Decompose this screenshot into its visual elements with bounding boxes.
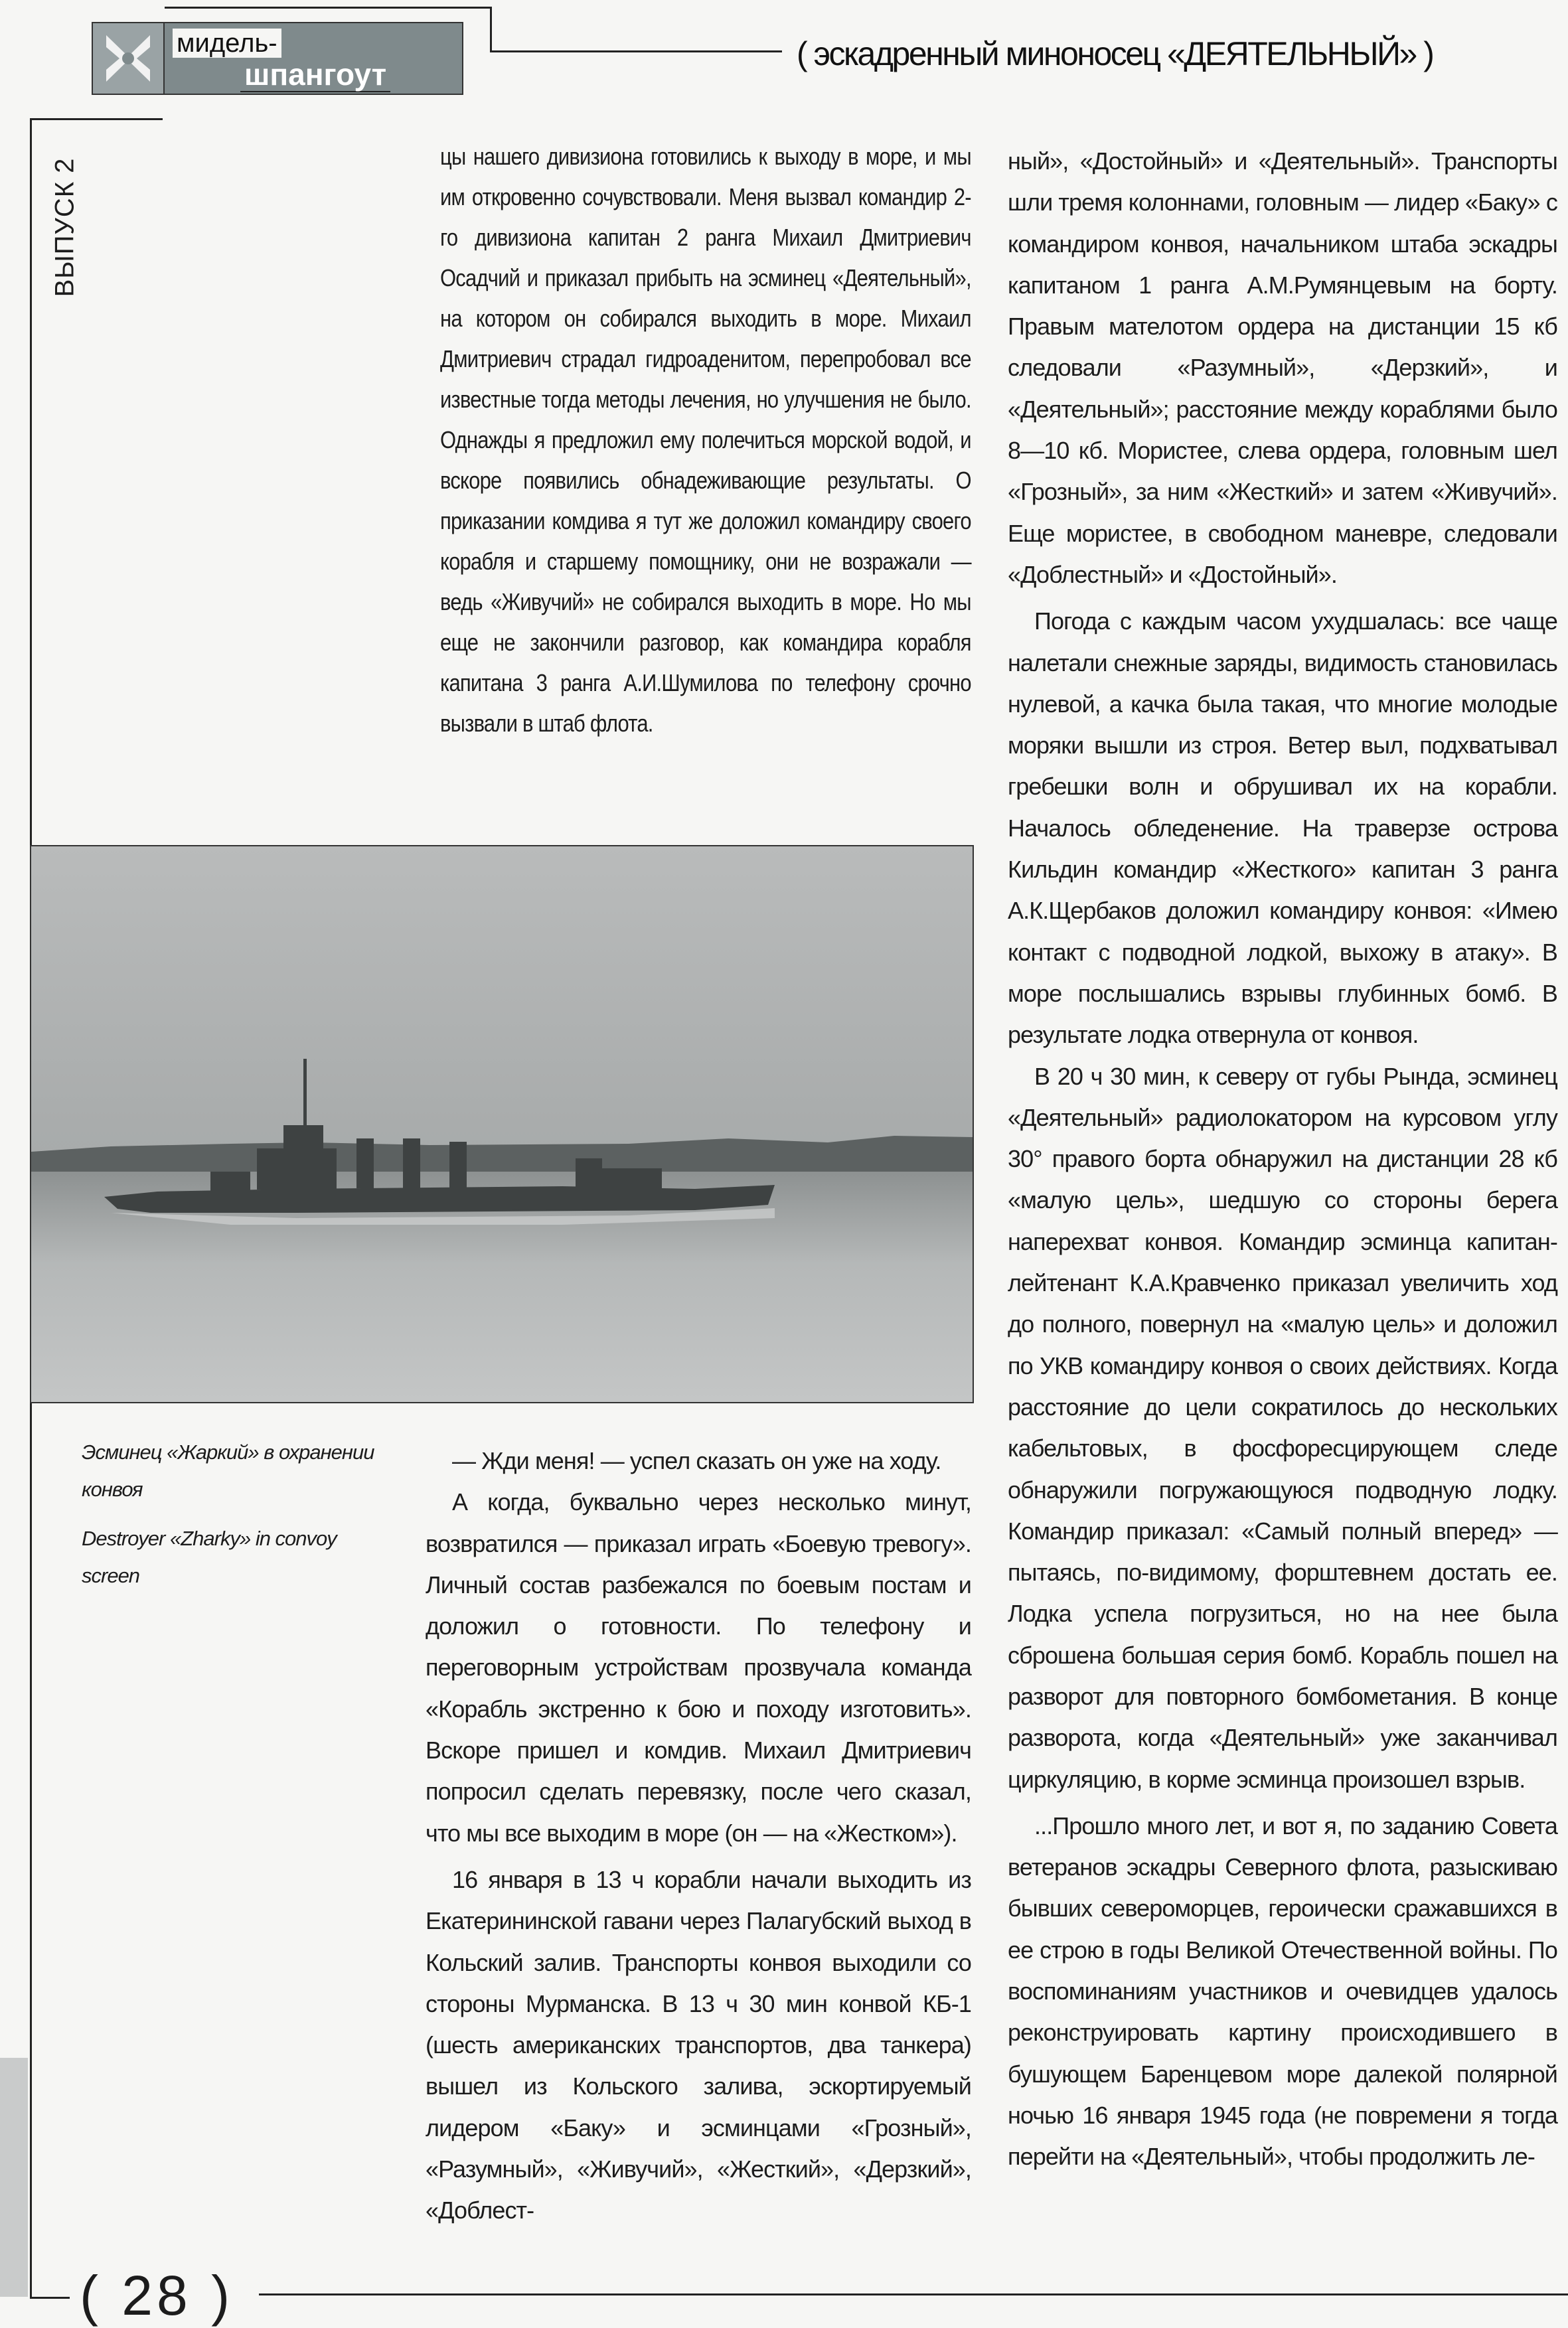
paragraph: В 20 ч 30 мин, к северу от губы Рында, эсминец «Деятельный» радиолокатором на курсовом углу 30° правого борта обнаружил на дистанции 28 кб «малую цель», шедшую со стороны берега наперехват конвоя. Командир эсминца капитан-лейтенант К.А.Кравченко приказал увеличить ход до полного, повернул на «малую цель» и доложил по УКВ командиру конвоя о своих действиях. Когда расстояние до цели сократилось до нескольких кабельтовых, в фосфоресцирующем следе обнаружили погружающуюся подводную лодку. Командир приказал: «Самый полный вперед» — пытаясь, по-видимому, форштевнем достать ее. Лодка успела погрузиться, но на нее была сброшена большая серия бомб. Корабль пошел на разворот для повторного бомбометания. В конце разворота, когда «Деятельный» уже заканчивал циркуляцию, в корме эсминца произошел взрыв. <box>1008 1062 1557 1793</box>
emblem-icon <box>93 23 165 94</box>
page-header-title: ( эскадренный миноносец «ДЕЯТЕЛЬНЫЙ» ) <box>797 35 1433 72</box>
footer-rule <box>259 2293 1568 2295</box>
page-number: ( 28 ) <box>80 2264 234 2327</box>
magazine-logo <box>92 22 463 95</box>
caption-english: Destroyer «Zharky» in convoy screen <box>82 1527 337 1587</box>
article-column-2 <box>1008 141 1557 2178</box>
destroyer-photo-image <box>31 846 973 1402</box>
ship-photo <box>30 845 974 1403</box>
logo-text-top: мидель- <box>173 29 281 58</box>
paragraph: ...Прошло много лет, и вот я, по заданию Совета ветеранов эскадры Северного флота, разыскиваю бывших североморцев, героически сражавшихся в ее строю в годы Великой Отечественной войны. По воспоминаниям участников и очевидцев удалось реконструировать картину происходившего в бушующем Баренцевом море далекой полярной ночью 16 января 1945 года (не повремени я тогда перейти на «Деятельный», чтобы продолжить ле- <box>1008 1812 1557 2171</box>
header-rule <box>490 7 492 52</box>
side-tint-bar <box>0 2058 28 2297</box>
paragraph: Погода с каждым часом ухудшалась: все чаще налетали снежные заряды, видимость становилась нулевой, а качка была такая, что многие молодые моряки вышли из строя. Ветер выл, подхватывал гребешки волн и обрушивал их на корабли. Началось обледенение. На траверзе острова Кильдин командир «Жесткого» капитан 3 ранга А.К.Щербаков доложил командиру конвоя: «Имею контакт с подводной лодкой, выхожу в атаку». В море послышались взрывы глубинных бомб. В результате лодка отвернула от конвоя. <box>1008 607 1557 1049</box>
header-rule <box>490 50 782 52</box>
paragraph: А когда, буквально через несколько минут, возвратился — приказал играть «Боевую тревогу». Личный состав разбежался по боевым постам и доложил о готовности. По телефону и переговорным устройствам прозвучала команда «Корабль экстренно к бою и походу изготовить». Вскоре пришел и комдив. Михаил Дмитриевич попросил сделать перевязку, после чего сказал, что мы все выходим в море (он — на «Жестком»). <box>426 1488 971 1847</box>
paragraph: — Жди меня! — успел сказать он уже на ходу. <box>452 1447 941 1474</box>
footer-rule <box>30 2297 70 2299</box>
logo-text-bottom: шпангоут <box>240 58 390 92</box>
side-rule <box>30 118 163 120</box>
paragraph: цы нашего дивизиона готовились к выходу в море, и мы им откровенно сочувствовали. Меня вызвал командир 2-го дивизиона капитан 2 ранга Михаил Дмитриевич Осадчий и приказал прибыть на эсминец «Деятельный», на котором он собирался выходить в море. Михаил Дмитриевич страдал гидроаденитом, перепробовал все известные тогда методы лечения, но улучшения не было. Однажды я предложил ему полечиться морской водой, и вскоре появились обнадеживающие результаты. О приказании комдива я тут же доложил командиру своего корабля и старшему помощнику, они не возражали — ведь «Живучий» не собирался выходить в море. Но мы еще не закончили разговор, как командира корабля капитана 3 ранга А.И.Шумилова по телефону срочно вызвали в штаб флота. <box>440 143 971 737</box>
article-column-1-top <box>440 136 971 743</box>
photo-caption <box>82 1434 394 1594</box>
paragraph: 16 января в 13 ч корабли начали выходить из Екатерининской гавани через Палагубский выход в Кольский залив. Транспорты конвоя выходили со стороны Мурманска. В 13 ч 30 мин конвой КБ-1 (шесть американских транспортов, два танкера) вышел из Кольского залива, эскортируемый лидером «Баку» и эсминцами «Грозный», «Разумный», «Живучий», «Жесткий», «Дерзкий», «Доблест- <box>426 1865 971 2224</box>
caption-russian: Эсминец «Жаркий» в охранении конвоя <box>82 1440 374 1501</box>
issue-label: ВЫПУСК 2 <box>50 157 80 297</box>
header-rule <box>165 7 491 9</box>
article-column-1-bottom <box>426 1440 971 2232</box>
paragraph: ный», «Достойный» и «Деятельный». Транспорты шли тремя колоннами, головным — лидер «Баку» с командиром конвоя, начальником штаба эскадры капитаном 1 ранга А.М.Румянцевым на борту. Правым мателотом ордера на дистанции 15 кб следовали «Разумный», «Дерзкий», и «Деятельный»; расстояние между кораблями было 8—10 кб. Мористее, слева ордера, головным шел «Грозный», за ним «Жесткий» и затем «Живучий». Еще мористее, в свободном маневре, следовали «Доблестный» и «Достойный». <box>1008 147 1557 588</box>
